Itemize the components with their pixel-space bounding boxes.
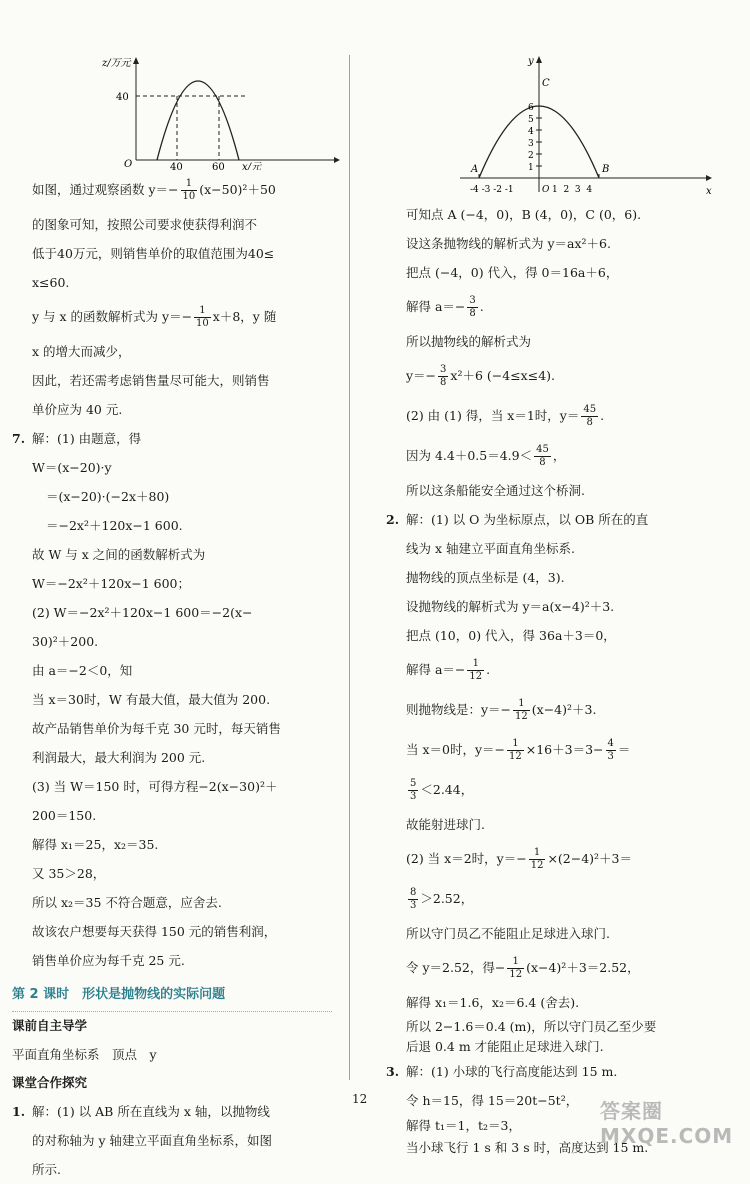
graph1-x-label: x/元 [242,162,262,170]
watermark: 答案圈 MXQE.COM [600,1099,734,1148]
pre-study-heading: 课前自主导学 [12,1018,88,1033]
page-number: 12 [352,1092,368,1106]
question-1-line-2: 的对称轴为 y 轴建立平面直角坐标系，如图 [32,1133,273,1148]
graph1-origin: O [124,159,133,170]
pre-study-answer: 平面直角坐标系 顶点 y [12,1047,157,1062]
question-2-line-10: 故能射进球门. [406,817,485,832]
question-7-line-1: 7. 解：(1) 由题意，得 [12,431,142,446]
question-2-line-2: 线为 x 轴建立平面直角坐标系. [406,541,575,556]
right-line-8: 因为 4.4＋0.5＝4.9＜ $\frac{45}{8}$ ， [406,444,566,468]
profit-graph [102,52,342,170]
graph1-y-tick: 40 [116,92,129,103]
left-line-5: y 与 x 的函数解析式为 y＝− $\frac{1}{10}$ x＋8，y 随 [32,305,277,329]
question-2-line-11: (2) 当 x＝2时，y＝− $\frac{1}{12}$ ×(2−4)²＋3＝ [406,847,633,871]
question-3-line-4: 当小球飞行 1 s 和 3 s 时，高度达到 15 m. [406,1140,649,1155]
question-7-line-11: 故产品销售单价为每千克 30 元时，每天销售 [32,721,281,736]
right-line-4: 解得 a＝− $\frac{3}{8}$ . [406,295,484,319]
right-line-2: 设这条抛物线的解析式为 y＝ax²＋6. [406,236,611,251]
left-line-1: 如图，通过观察函数 y＝− $\frac{1}{10}$ (x−50)²＋50 [32,178,276,202]
question-2-line-1: 2. 解：(1) 以 O 为坐标原点，以 OB 所在的直 [386,512,649,527]
graph2-y-tick-4: 4 [528,127,534,137]
graph2-y-tick-3: 3 [528,139,534,149]
graph2-x-ticks-negative: -4 -3 -2 -1 [470,185,514,195]
graph2-y-tick-2: 2 [528,151,534,161]
question-7-line-9: 由 a＝−2＜0，知 [32,663,133,678]
question-7-line-13: (3) 当 W＝150 时，可得方程−2(x−30)²＋ [32,779,278,794]
question-2-line-3: 抛物线的顶点坐标是 (4，3). [406,570,565,585]
question-7-line-14: 200＝150. [32,808,97,823]
question-2-line-16: 所以 2−1.6＝0.4 (m)，所以守门员乙至少要 [406,1019,657,1034]
question-7-line-19: 销售单价应为每千克 25 元. [32,953,185,968]
question-2-line-14: 令 y＝2.52，得− $\frac{1}{12}$ (x−4)²＋3＝2.52， [406,956,640,980]
question-7-line-10: 当 x＝30时，W 有最大值，最大值为 200. [32,692,271,707]
question-7-line-12: 利润最大，最大利润为 200 元. [32,750,206,765]
right-line-5: 所以抛物线的解析式为 [406,334,532,349]
bridge-parabola-graph [456,52,716,200]
graph2-origin: O [542,185,550,195]
left-line-3: 低于40万元，则销售单价的取值范围为40≤ [32,246,275,261]
left-line-6: x 的增大而减少， [32,344,131,359]
left-line-7: 因此，若还需考虑销售量尽可能大，则销售 [32,373,270,388]
graph2-y-label: y [528,56,534,67]
right-column [366,52,736,1159]
graph2-y-tick-5: 5 [528,115,534,125]
question-7-line-17: 所以 x₂＝35 不符合题意，应舍去. [32,895,222,910]
question-2-line-6: 解得 a＝− $\frac{1}{12}$ . [406,658,491,682]
graph2-vertex-label: C [542,78,550,89]
question-2-line-12: $\frac{8}{3}$ ＞2.52， [410,887,474,911]
left-column [12,52,332,1184]
question-7-line-16: 又 35＞28， [32,866,106,881]
right-line-9: 所以这条船能安全通过这个桥洞. [406,483,585,498]
graph2-x-ticks-positive: 1 2 3 4 [552,185,593,195]
question-3-line-2: 令 h＝15，得 15＝20t−5t²， [406,1093,579,1108]
question-3-line-1: 3. 解：(1) 小球的飞行高度能达到 15 m. [386,1064,618,1079]
class-explore-heading: 课堂合作探究 [12,1075,88,1090]
question-2-line-5: 把点 (10，0) 代入，得 36a＋3＝0， [406,628,616,643]
left-line-2: 的图象可知，按照公司要求使获得利润不 [32,217,258,232]
question-7-line-4: ＝−2x²＋120x−1 600. [46,518,183,533]
graph2-x-label: x [706,186,712,197]
question-1-line-3: 所示. [32,1162,61,1177]
question-3-line-3: 解得 t₁＝1，t₂＝3， [406,1118,521,1133]
right-line-1: 可知点 A (−4，0)，B (4，0)，C (0，6). [406,207,642,222]
question-7-line-3: ＝(x−20)·(−2x＋80) [46,489,170,504]
question-2-line-9: $\frac{5}{3}$ ＜2.44， [410,778,474,802]
question-2-line-4: 设抛物线的解析式为 y＝a(x−4)²＋3. [406,599,615,614]
graph2-point-b: B [602,164,610,175]
question-7-line-2: W＝(x−20)·y [32,460,112,475]
question-2-line-17: 后退 0.4 m 才能阻止足球进入球门. [406,1039,604,1054]
graph1-x-tick-60: 60 [212,162,225,170]
graph2-point-a: A [471,164,479,175]
question-7-line-18: 故该农户想要每天获得 150 元的销售利润， [32,924,277,939]
left-line-4: x≤60. [32,275,70,290]
graph1-y-label: z/万元 [102,58,131,69]
right-line-7: (2) 由 (1) 得，当 x＝1时，y＝ $\frac{45}{8}$ . [406,404,605,428]
question-7-line-8: 30)²＋200. [32,634,99,649]
right-line-3: 把点 (−4，0) 代入，得 0＝16a＋6， [406,265,619,280]
question-7-line-15: 解得 x₁＝25，x₂＝35. [32,837,159,852]
right-line-6: y＝− $\frac{3}{8}$ x²＋6 (−4≤x≤4). [406,364,556,388]
question-2-line-13: 所以守门员乙不能阻止足球进入球门. [406,926,610,941]
graph2-y-tick-1: 1 [528,163,534,173]
graph2-y-tick-6: 6 [528,103,534,113]
question-7-line-7: (2) W＝−2x²＋120x−1 600＝−2(x− [32,605,253,620]
section-title: 第 2 课时 形状是抛物线的实际问题 [12,979,332,1012]
question-2-line-8: 当 x＝0时，y＝− $\frac{1}{12}$ ×16＋3＝3− $\frac{4}{3}$ ＝ [406,738,631,762]
left-line-8: 单价应为 40 元. [32,402,123,417]
column-divider [349,55,350,1080]
question-7-line-5: 故 W 与 x 之间的函数解析式为 [32,547,206,562]
question-7-line-6: W＝−2x²＋120x−1 600； [32,576,191,591]
question-2-line-7: 则抛物线是：y＝− $\frac{1}{12}$ (x−4)²＋3. [406,698,597,722]
question-2-line-15: 解得 x₁＝1.6，x₂＝6.4 (舍去). [406,995,580,1010]
question-1-line-1: 1. 解：(1) 以 AB 所在直线为 x 轴，以抛物线 [12,1104,270,1119]
graph1-x-tick-40: 40 [170,162,183,170]
